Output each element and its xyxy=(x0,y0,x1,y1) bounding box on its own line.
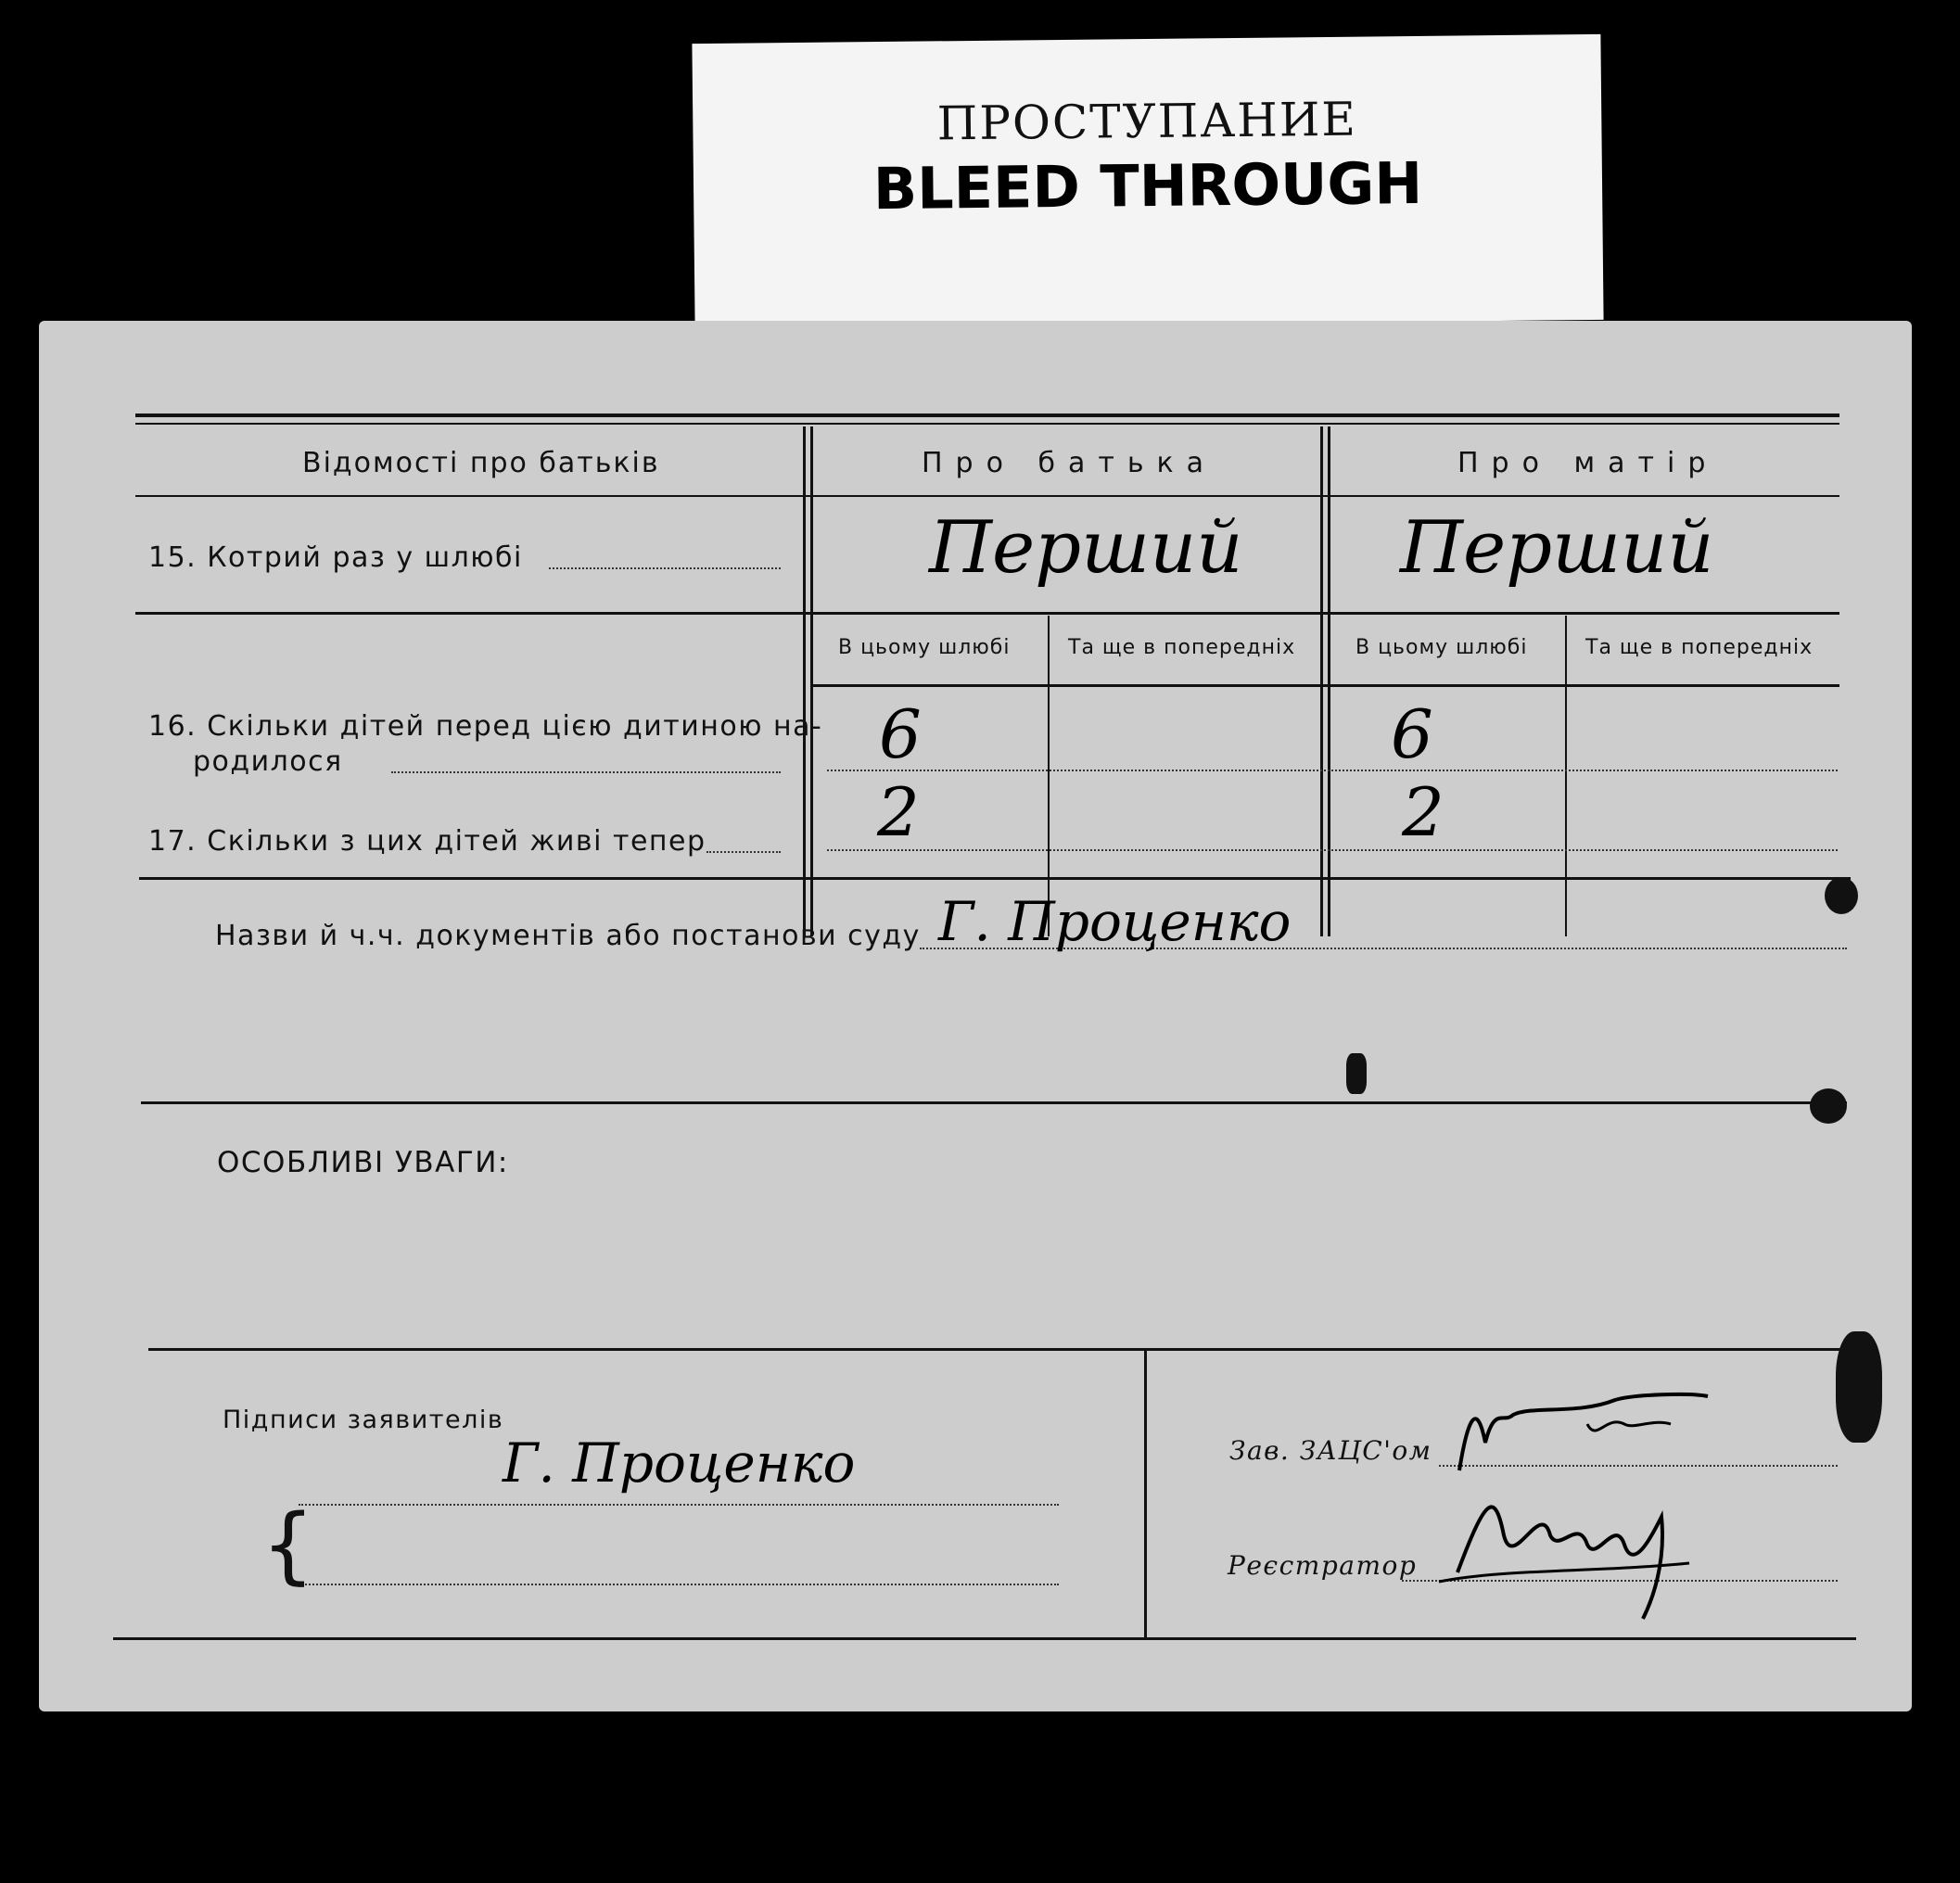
row16-cell-dots xyxy=(827,770,1838,771)
header-mother: Про матір xyxy=(1457,447,1719,479)
applicant-signature: Г. Проценко xyxy=(503,1431,856,1495)
documents-value: Г. Проценко xyxy=(938,890,1292,953)
row16-label-line1: 16. Скільки дітей перед цією дитиною на- xyxy=(148,710,823,743)
row17-mother-value: 2 xyxy=(1402,773,1445,851)
subheader-mother-previous: Та ще в попередніх xyxy=(1585,636,1814,659)
subheader-rule xyxy=(812,684,1839,687)
row17-dots xyxy=(706,851,781,853)
subheader-mother-this: В цьому шлюбі xyxy=(1355,636,1528,659)
row15-father-value: Перший xyxy=(929,506,1243,590)
col-divider-father-sub xyxy=(1048,616,1050,936)
header-rule xyxy=(135,495,1839,497)
applicant-line-1 xyxy=(299,1504,1059,1506)
col-divider-mother-sub xyxy=(1565,616,1567,936)
row15-mother-value: Перший xyxy=(1400,506,1714,590)
top-rule-thin xyxy=(135,423,1839,425)
head-label: Зав. ЗАЦС'ом xyxy=(1229,1435,1432,1466)
row16-mother-value: 6 xyxy=(1391,695,1433,773)
ink-stain xyxy=(1810,1088,1847,1124)
ink-stain xyxy=(1346,1053,1367,1094)
row16-label-line2: родилося xyxy=(193,745,343,778)
signature-divider xyxy=(1144,1350,1147,1639)
row17-label: 17. Скільки з цих дітей живі тепер xyxy=(148,825,706,858)
row17-rule xyxy=(139,877,1851,880)
applicant-brace: { xyxy=(261,1496,316,1594)
ink-stain xyxy=(1825,877,1858,914)
header-parents-info: Відомості про батьків xyxy=(302,447,660,479)
remarks-rule xyxy=(148,1348,1845,1351)
label-english: BLEED THROUGH xyxy=(872,148,1423,223)
documents-rule xyxy=(141,1101,1847,1104)
row15-dots xyxy=(549,567,781,569)
row15-rule xyxy=(135,612,1839,615)
form-sheet xyxy=(39,321,1912,1711)
subheader-father-previous: Та ще в попередніх xyxy=(1068,636,1296,659)
col-divider-2 xyxy=(1320,426,1323,936)
col-divider-1 xyxy=(803,426,806,936)
row17-father-value: 2 xyxy=(877,773,920,851)
edge-damage xyxy=(1836,1331,1882,1443)
col-divider-2b xyxy=(1328,426,1330,936)
label-russian: ПРОСТУПАНИЕ xyxy=(936,92,1358,151)
bleed-through-label-card xyxy=(692,34,1603,329)
applicant-line-2 xyxy=(299,1584,1059,1585)
row16-father-value: 6 xyxy=(879,695,922,773)
remarks-label: ОСОБЛИВІ УВАГИ: xyxy=(217,1146,509,1179)
applicants-label: Підписи заявителів xyxy=(223,1406,504,1434)
header-father: Про батька xyxy=(922,447,1217,479)
row17-cell-dots xyxy=(827,849,1838,851)
registrar-signature xyxy=(1430,1480,1726,1628)
registrar-label: Реєстратор xyxy=(1228,1550,1418,1581)
subheader-father-this: В цьому шлюбі xyxy=(838,636,1011,659)
top-rule xyxy=(135,413,1839,417)
bottom-rule xyxy=(113,1637,1856,1640)
row15-label: 15. Котрий раз у шлюбі xyxy=(148,541,523,574)
row16-dots xyxy=(391,771,781,773)
col-divider-1b xyxy=(810,426,813,936)
documents-label: Назви й ч.ч. документів або постанови суду xyxy=(215,920,921,952)
